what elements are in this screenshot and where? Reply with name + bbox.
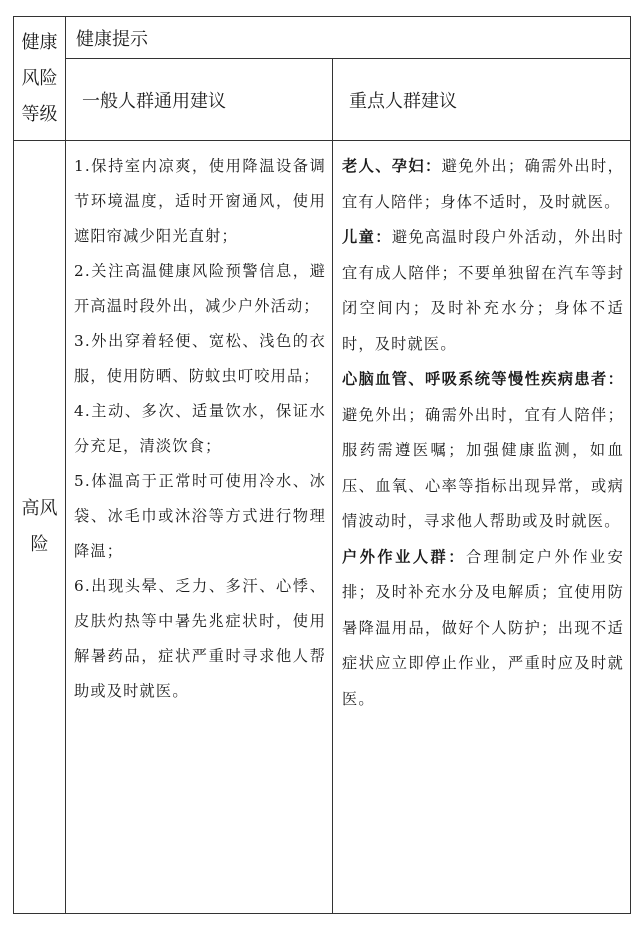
risk-level-value-line: 高风 <box>21 498 58 519</box>
key-population-item <box>342 220 624 362</box>
health-tips-header: 健康提示 <box>66 17 631 59</box>
general-advice-item: 6.出现头晕、乏力、多汗、心悸、皮肤灼热等中暑先兆症状时，使用解暑药品，症状严重时寻求他人帮助或及时就医。 <box>74 577 326 700</box>
general-advice-item: 5.体温高于正常时可使用冷水、冰袋、冰毛巾或沐浴等方式进行物理降温； <box>74 472 326 560</box>
population-label: 儿童： <box>342 228 392 246</box>
population-label: 户外作业人群： <box>342 547 466 566</box>
general-advice-item: 4.主动、多次、适量饮水，保证水分充足，清淡饮食； <box>74 402 326 455</box>
population-label: 老人、孕妇： <box>342 157 442 175</box>
population-advice-text: 合理制定户外作业安排；及时补充水分及电解质；宜使用防暑降温用品，做好个人防护；出现不适症状应立即停止作业，严重时应及时就医。 <box>342 547 624 708</box>
population-advice-text: 避免高温时段户外活动，外出时宜有成人陪伴；不要单独留在汽车等封闭空间内；及时补充水分；身体不适时，及时就医。 <box>342 228 624 353</box>
key-population-item <box>342 149 624 220</box>
key-population-item <box>342 540 624 718</box>
population-label: 心脑血管、呼吸系统等慢性疾病患者： <box>342 370 624 388</box>
general-advice-item: 2.关注高温健康风险预警信息，避开高温时段外出，减少户外活动； <box>74 262 326 315</box>
key-population-header: 重点人群建议 <box>333 59 631 141</box>
risk-level-header <box>14 17 66 141</box>
key-population-item <box>342 362 624 540</box>
general-population-header: 一般人群通用建议 <box>66 59 333 141</box>
risk-level-header-line: 等级 <box>21 103 58 125</box>
population-advice-text: 避免外出；确需外出时，宜有人陪伴；服药需遵医嘱；加强健康监测，如血压、血氧、心率等指标出现异常，或病情波动时，寻求他人帮助或及时就医。 <box>342 405 624 530</box>
risk-level-value-line: 险 <box>30 534 49 555</box>
general-advice-cell <box>66 141 333 914</box>
population-advice-text: 避免外出；确需外出时，宜有人陪伴；身体不适时，及时就医。 <box>342 157 625 211</box>
key-population-advice-cell <box>333 141 631 914</box>
risk-level-value <box>14 141 66 914</box>
risk-level-header-line: 风险 <box>21 67 58 89</box>
general-advice-item: 3.外出穿着轻便、宽松、浅色的衣服，使用防晒、防蚊虫叮咬用品； <box>74 332 326 385</box>
general-advice-item: 1.保持室内凉爽，使用降温设备调节环境温度，适时开窗通风，使用遮阳帘减少阳光直射； <box>74 157 326 245</box>
risk-level-header-line: 健康 <box>21 31 58 53</box>
health-risk-table <box>13 16 631 914</box>
